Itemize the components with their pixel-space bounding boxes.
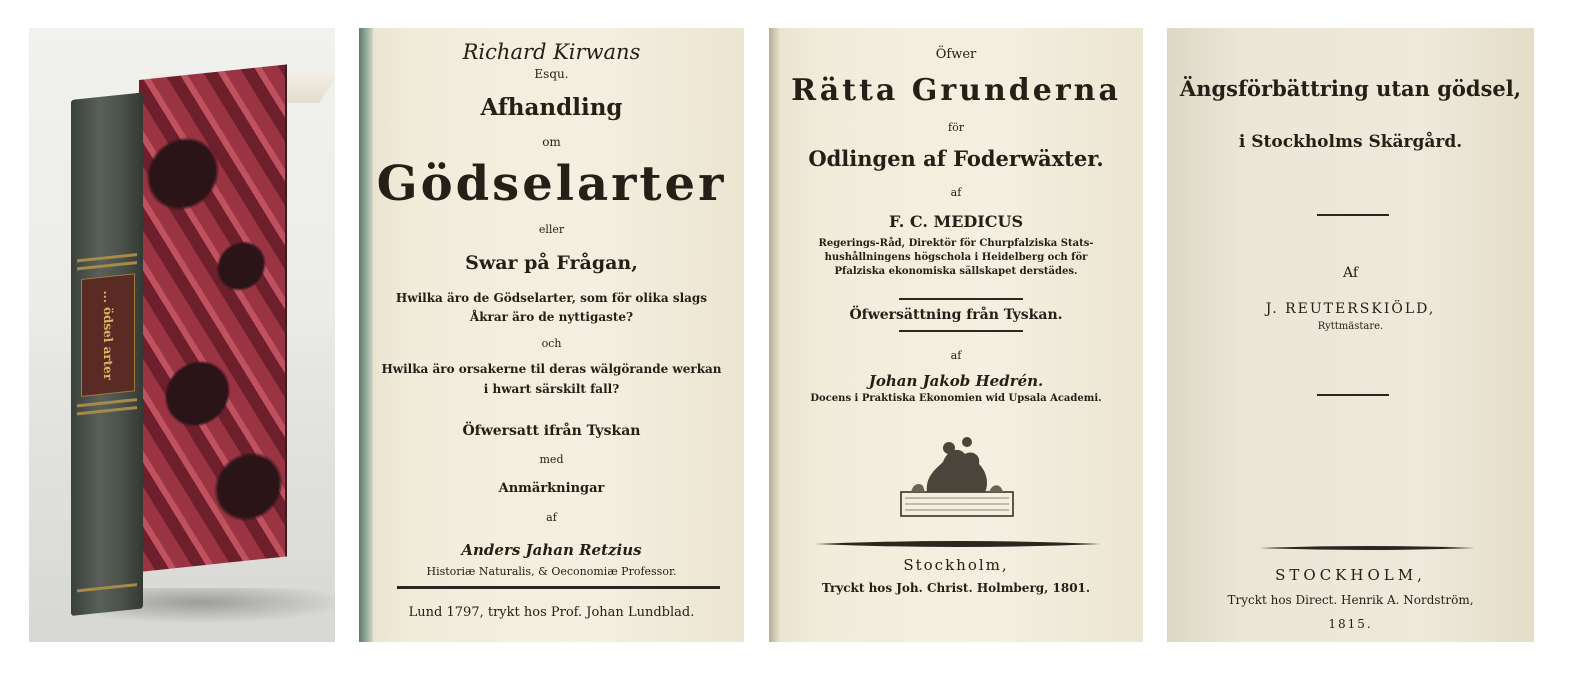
question-line: Hwilka äro orsakerne til deras wälgörande werkan	[381, 362, 722, 376]
translator-name: Johan Jakob Hedrén.	[868, 372, 1044, 390]
imprint-city: Stockholm,	[903, 556, 1009, 574]
connector-word: Öfwer	[935, 47, 977, 62]
connector-word: Af	[1342, 265, 1359, 281]
subtitle-line: Swar på Frågan,	[465, 252, 638, 274]
main-title: Ängsförbättring utan gödsel,	[1179, 76, 1522, 101]
question-line: Åkrar äro de nyttigaste?	[469, 310, 634, 324]
connector-word: af	[950, 349, 962, 362]
gilt-band	[77, 583, 137, 592]
author-description: Regerings-Råd, Direktör för Churpfalziska Stats-	[818, 238, 1094, 249]
title-page-reuterskiold	[1167, 28, 1534, 642]
question-line: i hwart särskilt fall?	[483, 382, 620, 396]
author-description: Pfalziska ekonomiska sällskapet derstädes.	[834, 266, 1078, 277]
author-suffix: Esqu.	[534, 67, 569, 81]
translated-line: Öfwersatt ifrån Tyskan	[462, 423, 641, 439]
subtitle-line: i Stockholms Skärgård.	[1238, 132, 1463, 152]
gilt-band	[77, 406, 137, 415]
ornamental-rule	[813, 538, 1103, 550]
divider-rule	[899, 330, 1023, 332]
author-name: J. REUTERSKIÖLD,	[1265, 301, 1436, 317]
main-title: Gödselarter	[376, 156, 727, 212]
imprint-line: Lund 1797, trykt hos Prof. Johan Lundblad.	[408, 605, 695, 620]
book-photo	[29, 28, 335, 642]
title-line: Afhandling	[480, 94, 623, 121]
author-name: Richard Kirwans	[462, 40, 641, 64]
gilt-band	[77, 261, 137, 270]
connector-word: med	[539, 453, 564, 466]
translation-line: Öfwersättning från Tyskan.	[849, 307, 1063, 323]
author-description: hushållningens högschola i Heidelberg och för	[824, 252, 1088, 263]
divider-rule	[397, 586, 720, 589]
marbled-cover	[139, 64, 287, 572]
question-line: Hwilka äro de Gödselarter, som för olika slags	[395, 291, 708, 305]
spine-label-text: ... ödsel arter	[101, 289, 115, 381]
imprint-city: STOCKHOLM,	[1275, 566, 1426, 584]
connector-word: af	[950, 186, 962, 199]
connector-word: om	[542, 135, 561, 149]
imprint-line: Tryckt hos Joh. Christ. Holmberg, 1801.	[821, 581, 1091, 595]
divider-rule	[1317, 394, 1389, 396]
connector-word: eller	[538, 223, 565, 236]
connector-word: af	[546, 511, 557, 524]
author-role: Ryttmästare.	[1317, 321, 1384, 332]
main-title: Rätta Grunderna	[791, 73, 1121, 108]
book-spine	[71, 92, 143, 616]
title-page-kirwan	[359, 28, 744, 642]
translator-title: Historiæ Naturalis, & Oeconomiæ Professor.	[426, 565, 677, 578]
subtitle-line: Odlingen af Foderwäxter.	[808, 146, 1104, 171]
translator-name: Anders Jahan Retzius	[461, 541, 642, 559]
spine-label	[81, 273, 135, 397]
connector-word: för	[948, 121, 964, 134]
printer-vignette	[897, 428, 1017, 520]
divider-rule	[1317, 214, 1389, 216]
translator-description: Docens i Praktiska Ekonomien wid Upsala Academi.	[810, 393, 1102, 404]
ornamental-rule	[1257, 544, 1477, 552]
connector-word: och	[541, 337, 562, 350]
notes-line: Anmärkningar	[498, 481, 605, 496]
imprint-year: 1815.	[1328, 617, 1373, 631]
author-name: F. C. MEDICUS	[889, 212, 1023, 231]
title-page-medicus	[769, 28, 1143, 642]
divider-rule	[899, 298, 1023, 300]
imprint-line: Tryckt hos Direct. Henrik A. Nordström,	[1227, 593, 1474, 607]
